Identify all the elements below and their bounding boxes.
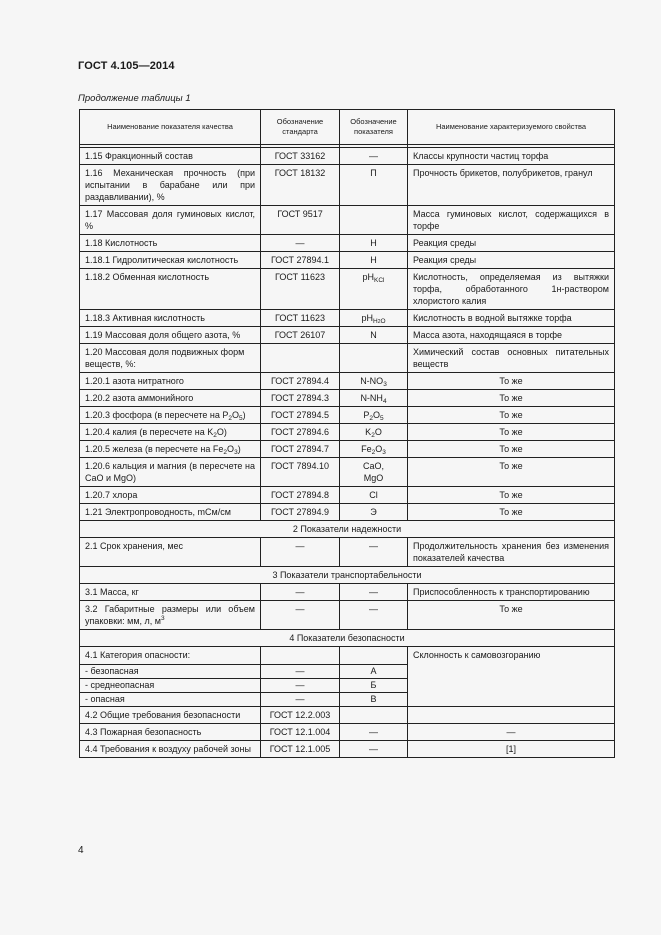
document-title: ГОСТ 4.105—2014: [78, 60, 175, 72]
row-designation: Б: [340, 679, 408, 693]
row-designation: Э: [340, 504, 408, 521]
row-name: 1.20.7 хлора: [80, 487, 261, 504]
section-title-reliability: 2 Показатели надежности: [80, 521, 615, 538]
row-name: 1.20.1 азота нитратного: [80, 373, 261, 390]
row-name: 1.20.2 азота аммонийного: [80, 390, 261, 407]
row-property: То же: [408, 407, 615, 424]
row-property: То же: [408, 504, 615, 521]
row-designation: $N-NH_4$: [340, 390, 408, 407]
table-row: [80, 504, 615, 521]
row-standard: —: [261, 235, 340, 252]
row-property: То же: [408, 458, 615, 487]
row-standard: ГОСТ 27894.1: [261, 252, 340, 269]
row-designation: [340, 707, 408, 724]
row-name: 1.18.2 Обменная кислотность: [80, 269, 261, 310]
row-designation: А: [340, 665, 408, 679]
row-standard: ГОСТ 33162: [261, 148, 340, 165]
row-designation: N: [340, 327, 408, 344]
quality-indicators-table: [79, 109, 615, 758]
row-name: 1.20 Массовая доля подвижных форм веществ, %:: [80, 344, 261, 373]
row-designation: CaO, MgO: [340, 458, 408, 487]
table-row: [80, 373, 615, 390]
row-property: Масса азота, находящаяся в торфе: [408, 327, 615, 344]
row-property: —: [408, 724, 615, 741]
row-name: 1.19 Массовая доля общего азота, %: [80, 327, 261, 344]
table-row: [80, 148, 615, 165]
row-standard: ГОСТ 11623: [261, 310, 340, 327]
row-property: Приспособленность к транспортированию: [408, 584, 615, 601]
row-standard: —: [261, 665, 340, 679]
row-name: 1.20.5 железа (в пересчете на $Fe_2O_3$): [80, 441, 261, 458]
row-property: То же: [408, 424, 615, 441]
row-standard: ГОСТ 11623: [261, 269, 340, 310]
row-property: [1]: [408, 741, 615, 758]
row-designation: [340, 344, 408, 373]
row-designation: —: [340, 584, 408, 601]
row-designation: —: [340, 148, 408, 165]
table-row: [80, 206, 615, 235]
table-row: [80, 584, 615, 601]
section-row: [80, 521, 615, 538]
row-designation: Cl: [340, 487, 408, 504]
table-row: [80, 165, 615, 206]
row-standard: —: [261, 584, 340, 601]
row-standard: ГОСТ 18132: [261, 165, 340, 206]
row-standard: [261, 344, 340, 373]
row-designation: $pH_{H2O}$: [340, 310, 408, 327]
row-property: Масса гуминовых кислот, содержащихся в торфе: [408, 206, 615, 235]
row-name: 1.16 Механическая прочность (при испытании в барабане или при раздавливании), %: [80, 165, 261, 206]
table-row: [80, 327, 615, 344]
table-row: [80, 724, 615, 741]
row-property: То же: [408, 373, 615, 390]
row-name: 3.2 Габаритные размеры или объем упаковки: мм, л, $м^3$: [80, 601, 261, 630]
table-row: [80, 390, 615, 407]
row-designation: $pH_{KCl}$: [340, 269, 408, 310]
table-row: [80, 458, 615, 487]
header-standard: Обозначение стандарта: [261, 110, 340, 145]
row-standard: ГОСТ 9517: [261, 206, 340, 235]
row-designation: $Fe_2O_3$: [340, 441, 408, 458]
row-name: 1.18.3 Активная кислотность: [80, 310, 261, 327]
row-standard: ГОСТ 27894.4: [261, 373, 340, 390]
row-designation: $N-NO_3$: [340, 373, 408, 390]
row-name: 1.18.1 Гидролитическая кислотность: [80, 252, 261, 269]
row-name: 2.1 Срок хранения, мес: [80, 538, 261, 567]
row-designation: Н: [340, 235, 408, 252]
row-property: Кислотность в водной вытяжке торфа: [408, 310, 615, 327]
row-standard: —: [261, 679, 340, 693]
row-name: 1.21 Электропроводность, mСм/см: [80, 504, 261, 521]
row-standard: ГОСТ 7894.10: [261, 458, 340, 487]
row-designation: —: [340, 601, 408, 630]
row-designation: $P_2O_5$: [340, 407, 408, 424]
section-row: [80, 630, 615, 647]
section-title-transportability: 3 Показатели транспортабельности: [80, 567, 615, 584]
header-name: Наименование показателя качества: [80, 110, 261, 145]
row-property: То же: [408, 390, 615, 407]
row-name: 4.3 Пожарная безопасность: [80, 724, 261, 741]
row-standard: ГОСТ 27894.8: [261, 487, 340, 504]
table-row: [80, 269, 615, 310]
table-row: [80, 310, 615, 327]
row-property: Продолжительность хранения без изменения показателей качества: [408, 538, 615, 567]
row-designation: [340, 647, 408, 665]
row-property: Химический состав основных питательных веществ: [408, 344, 615, 373]
row-property: Реакция среды: [408, 235, 615, 252]
row-name: 1.18 Кислотность: [80, 235, 261, 252]
table-header-row: [80, 110, 615, 145]
row-designation: Н: [340, 252, 408, 269]
row-property: То же: [408, 441, 615, 458]
row-standard: ГОСТ 27894.3: [261, 390, 340, 407]
table-row: [80, 424, 615, 441]
row-standard: ГОСТ 26107: [261, 327, 340, 344]
row-name: 4.4 Требования к воздуху рабочей зоны: [80, 741, 261, 758]
row-standard: —: [261, 601, 340, 630]
row-standard: ГОСТ 12.2.003: [261, 707, 340, 724]
row-property: Реакция среды: [408, 252, 615, 269]
page-number: 4: [78, 845, 84, 856]
row-designation: —: [340, 741, 408, 758]
table-row: [80, 601, 615, 630]
row-property: То же: [408, 601, 615, 630]
table-row: [80, 441, 615, 458]
section-row: [80, 567, 615, 584]
header-designation: Обозначение показателя: [340, 110, 408, 145]
row-name: - безопасная: [80, 665, 261, 679]
row-standard: ГОСТ 27894.5: [261, 407, 340, 424]
row-designation: —: [340, 724, 408, 741]
row-standard: [261, 647, 340, 665]
row-designation: В: [340, 693, 408, 707]
table-row: [80, 407, 615, 424]
row-standard: ГОСТ 27894.6: [261, 424, 340, 441]
row-name: 1.20.3 фосфора (в пересчете на $P_2O_5$): [80, 407, 261, 424]
row-name: 4.1 Категория опасности:: [80, 647, 261, 665]
row-property: Прочность брикетов, полубрикетов, гранул: [408, 165, 615, 206]
table-row: [80, 538, 615, 567]
table-row: [80, 647, 615, 665]
row-property: Кислотность, определяемая из вытяжки торфа, обработанного 1н-раствором хлористого калия: [408, 269, 615, 310]
row-name: 1.15 Фракционный состав: [80, 148, 261, 165]
row-name: - опасная: [80, 693, 261, 707]
table-row: [80, 252, 615, 269]
table-row: [80, 741, 615, 758]
table-caption: Продолжение таблицы 1: [78, 93, 191, 104]
row-name: 1.20.4 калия (в пересчете на $K_2O$): [80, 424, 261, 441]
table-row: [80, 487, 615, 504]
row-standard: ГОСТ 12.1.004: [261, 724, 340, 741]
section-title-safety: 4 Показатели безопасности: [80, 630, 615, 647]
row-property: Классы крупности частиц торфа: [408, 148, 615, 165]
row-name: - среднеопасная: [80, 679, 261, 693]
row-designation: —: [340, 538, 408, 567]
row-property: Склонность к самовозгоранию: [408, 647, 615, 707]
row-property: [408, 707, 615, 724]
row-name: 4.2 Общие требования безопасности: [80, 707, 261, 724]
row-standard: —: [261, 693, 340, 707]
table-row: [80, 707, 615, 724]
row-name: 1.17 Массовая доля гуминовых кислот, %: [80, 206, 261, 235]
row-designation: [340, 206, 408, 235]
row-name: 3.1 Масса, кг: [80, 584, 261, 601]
table-row: [80, 344, 615, 373]
row-standard: ГОСТ 12.1.005: [261, 741, 340, 758]
table-row: [80, 235, 615, 252]
row-designation: П: [340, 165, 408, 206]
row-property: То же: [408, 487, 615, 504]
row-standard: —: [261, 538, 340, 567]
row-designation: $K_2O$: [340, 424, 408, 441]
header-property: Наименование характеризуемого свойства: [408, 110, 615, 145]
row-name: 1.20.6 кальция и магния (в пересчете на CaO и MgO): [80, 458, 261, 487]
row-standard: ГОСТ 27894.9: [261, 504, 340, 521]
row-standard: ГОСТ 27894.7: [261, 441, 340, 458]
